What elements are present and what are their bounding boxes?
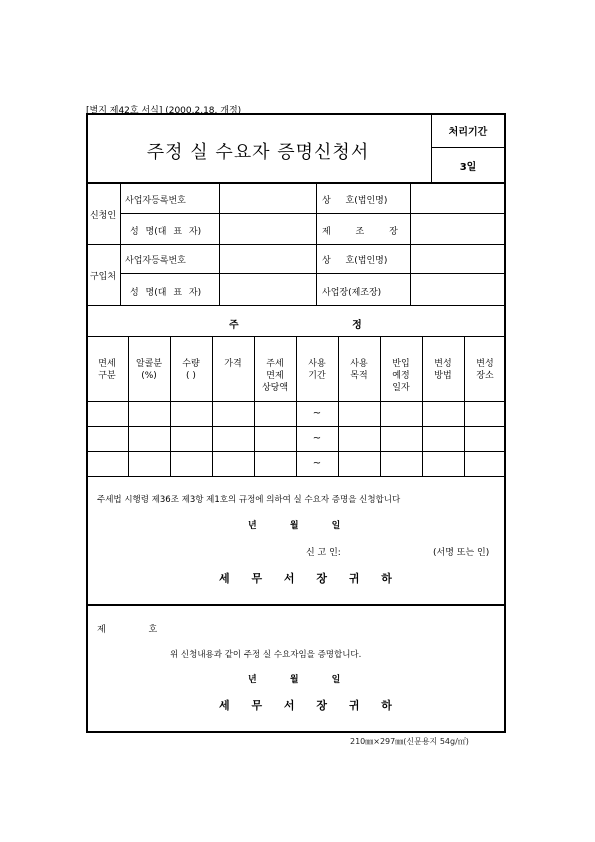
col-header-denature-method: 변성 방법 (434, 359, 452, 381)
col-line (380, 336, 381, 476)
row-line (120, 273, 506, 274)
col-header-use-purpose: 사용 목적 (350, 359, 368, 381)
table-row-period: ~ (312, 458, 322, 469)
paper-spec-note: 210㎜×297㎜(신문용지 54g/㎡) (350, 737, 469, 746)
certificate-rule (86, 604, 506, 606)
purchaser-trade-name-label: 상 호(법인명) (322, 256, 388, 266)
certificate-date: 년 월 일 (248, 675, 341, 685)
sign-hint: (서명 또는 인) (433, 548, 490, 558)
period-divider (431, 147, 506, 148)
col-line (422, 336, 423, 476)
col-header-tax-exempt: 주세 면제 상당액 (261, 359, 289, 393)
col-header-use-period: 사용 기간 (308, 359, 326, 381)
purchaser-reg-no-field[interactable] (221, 246, 315, 272)
row-line (120, 213, 506, 214)
purchaser-name-field[interactable] (221, 275, 315, 304)
form-number-note: [별지 제42호 서식] (2000.2.18. 개정) (86, 106, 242, 116)
certificate-number-label: 제 호 (97, 625, 158, 635)
row-line (86, 476, 506, 477)
certificate-statement: 위 신청내용과 같이 주정 실 수요자임을 증명합니다. (170, 650, 362, 660)
applicant-sign-field[interactable] (355, 541, 425, 557)
col-line (338, 336, 339, 476)
col-line (254, 336, 255, 476)
purchaser-trade-name-field[interactable] (412, 246, 504, 272)
applicant-reg-no-field[interactable] (221, 184, 315, 212)
application-date: 년 월 일 (248, 521, 341, 531)
col-line (212, 336, 213, 476)
processing-period-label: 처리기간 (448, 127, 488, 138)
col-header-quantity: 수량 ( ) (182, 359, 200, 381)
col-line (170, 336, 171, 476)
purchaser-section-label: 구입처 (89, 272, 117, 282)
col-header-import-date: 반입 예정 일자 (392, 359, 410, 393)
applicant-sign-label: 신 고 인: (306, 548, 341, 558)
application-statement: 주세법 시행령 제36조 제3항 제1호의 규정에 의하여 실 수요자 증명을 신청합니다 (97, 495, 401, 505)
table-row-period: ~ (312, 433, 322, 444)
purchaser-workplace-field[interactable] (412, 275, 504, 304)
processing-period-value: 3일 (459, 162, 477, 173)
addressee: 세 무 서 장 귀 하 (219, 572, 392, 585)
applicant-trade-name-field[interactable] (412, 184, 504, 212)
col-header-price: 가격 (224, 359, 242, 369)
col-line (120, 182, 121, 305)
applicant-section-label: 신청인 (89, 211, 117, 221)
applicant-trade-name-label: 상 호(법인명) (322, 196, 388, 206)
applicant-manufacture-label: 제 조 장 (322, 227, 398, 237)
col-line (128, 336, 129, 476)
title-divider (431, 113, 432, 183)
col-line (410, 182, 411, 305)
table-row-period: ~ (312, 408, 322, 419)
col-header-denature-place: 변성 장소 (476, 359, 494, 381)
col-line (464, 336, 465, 476)
purchaser-reg-no-label: 사업자등록번호 (125, 256, 186, 266)
applicant-name-field[interactable] (221, 215, 315, 243)
row-line (86, 244, 506, 245)
row-line (86, 305, 506, 306)
spirits-section-label: 주 정 (229, 320, 362, 331)
purchaser-workplace-label: 사업장(제조장) (322, 288, 382, 298)
purchaser-name-label: 성 명(대 표 자) (130, 288, 202, 298)
applicant-reg-no-label: 사업자등록번호 (125, 196, 186, 206)
col-line (296, 336, 297, 476)
applicant-name-label: 성 명(대 표 자) (130, 227, 202, 237)
applicant-manufacture-field[interactable] (412, 215, 504, 243)
certificate-issuer: 세 무 서 장 귀 하 (219, 699, 392, 712)
col-line (316, 182, 317, 305)
col-header-alcohol: 알콜분 (%) (135, 359, 163, 381)
col-line (219, 182, 220, 305)
form-title: 주정 실 수요자 증명신청서 (146, 142, 370, 163)
col-header-exemption-type: 면세 구분 (98, 359, 116, 381)
